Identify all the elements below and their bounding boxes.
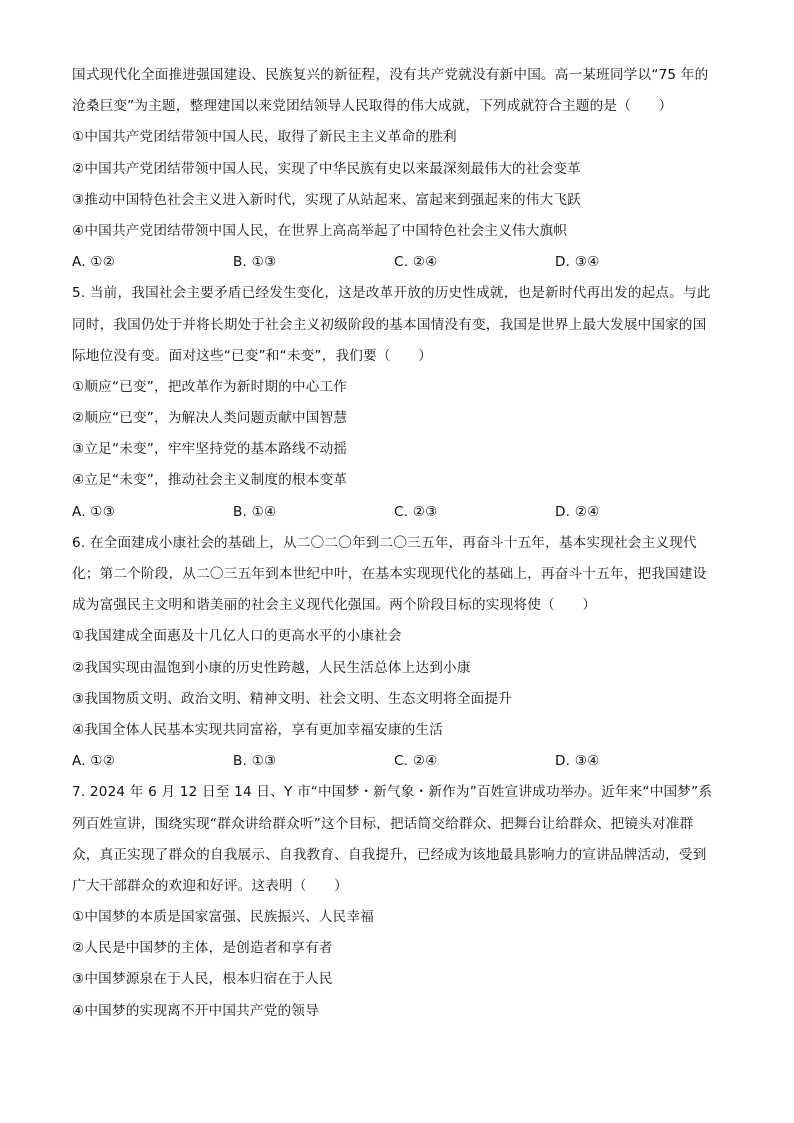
statement-4: ④中国梦的实现离不开中国共产党的领导 — [72, 1002, 319, 1019]
option-d: D. ③④ — [555, 753, 600, 770]
statement-1: ①我国建成全面惠及十几亿人口的更高水平的小康社会 — [72, 628, 402, 645]
question-stem-line: 成为富强民主文明和谐美丽的社会主义现代化强国。两个阶段目标的实现将使（ ） — [72, 597, 597, 614]
statement-3: ③中国梦源泉在于人民，根本归宿在于人民 — [72, 971, 333, 988]
statement-4: ④中国共产党团结带领中国人民，在世界上高高举起了中国特色社会主义伟大旗帜 — [72, 222, 568, 239]
question-stem-line: 沧桑巨变”为主题，整理建国以来党团结领导人民取得的伟大成就，下列成就符合主题的是（ ） — [72, 98, 673, 115]
question-stem-line: 7. 2024 年 6 月 12 日至 14 日、Y 市“中国梦・新气象・新作为”百姓宣讲成功举办。近年来“中国梦”系 — [72, 784, 713, 801]
question-stem-line: 广大干部群众的欢迎和好评。这表明（ ） — [72, 877, 348, 894]
statement-2: ②中国共产党团结带领中国人民，实现了中华民族有史以来最深刻最伟大的社会变革 — [72, 160, 581, 177]
question-stem-line: 众，真正实现了群众的自我展示、自我教育、自我提升，已经成为该地最具影响力的宣讲品牌活动，受到 — [72, 846, 707, 863]
option-c: C. ②③ — [394, 503, 438, 520]
option-a: A. ①② — [72, 254, 116, 271]
question-stem-line: 同时，我国仍处于并将长期处于社会主义初级阶段的基本国情没有变，我国是世界上最大发展中国家的国 — [72, 316, 707, 333]
option-d: D. ③④ — [555, 254, 600, 271]
statement-1: ①中国共产党团结带领中国人民，取得了新民主主义革命的胜利 — [72, 129, 457, 146]
exam-page — [72, 64, 732, 1031]
statement-4: ④立足“未变”，推动社会主义制度的根本变革 — [72, 472, 348, 489]
statement-1: ①中国梦的本质是国家富强、民族振兴、人民幸福 — [72, 909, 375, 926]
statement-3: ③推动中国特色社会主义进入新时代，实现了从站起来、富起来到强起来的伟大飞跃 — [72, 191, 581, 208]
option-a: A. ①③ — [72, 503, 116, 520]
option-d: D. ②④ — [555, 503, 600, 520]
option-b: B. ①③ — [233, 254, 277, 271]
question-stem-line: 国式现代化全面推进强国建设、民族复兴的新征程，没有共产党就没有新中国。高一某班同学以“75 年的 — [72, 67, 709, 83]
option-c: C. ②④ — [394, 753, 438, 770]
question-stem-line: 化；第二个阶段，从二〇三五年到本世纪中叶，在基本实现现代化的基础上，再奋斗十五年，把我国建设 — [72, 566, 707, 582]
question-stem-line: 列百姓宣讲，围绕实现“群众讲给群众听”这个目标，把话筒交给群众、把舞台让给群众、把镜头对准群 — [72, 815, 694, 832]
statement-4: ④我国全体人民基本实现共同富裕，享有更加幸福安康的生活 — [72, 721, 444, 738]
statement-3: ③立足“未变”，牢牢坚持党的基本路线不动摇 — [72, 441, 348, 458]
answer-options — [72, 750, 732, 781]
statement-3: ③我国物质文明、政治文明、精神文明、社会文明、生态文明将全面提升 — [72, 690, 512, 707]
question-5 — [72, 282, 732, 532]
question-stem-line: 5. 当前，我国社会主要矛盾已经发生变化，这是改革开放的历史性成就，也是新时代再出发的起点。与此 — [72, 285, 711, 302]
statement-1: ①顺应“已变”，把改革作为新时期的中心工作 — [72, 378, 348, 395]
statement-2: ②人民是中国梦的主体，是创造者和享有者 — [72, 940, 333, 957]
question-4 — [72, 64, 732, 282]
answer-options — [72, 251, 732, 282]
question-stem-line: 际地位没有变。面对这些“已变”和“未变”，我们要（ ） — [72, 347, 433, 364]
option-a: A. ①② — [72, 753, 116, 770]
question-6 — [72, 532, 732, 782]
question-stem-line: 6. 在全面建成小康社会的基础上，从二〇二〇年到二〇三五年，再奋斗十五年，基本实现社会主义现代 — [72, 534, 697, 551]
option-b: B. ①④ — [233, 503, 277, 520]
option-b: B. ①③ — [233, 753, 277, 770]
answer-options — [72, 501, 732, 532]
statement-2: ②顺应“已变”，为解决人类问题贡献中国智慧 — [72, 410, 348, 427]
option-c: C. ②④ — [394, 254, 438, 271]
question-7 — [72, 781, 732, 1031]
statement-2: ②我国实现由温饱到小康的历史性跨越，人民生活总体上达到小康 — [72, 659, 471, 676]
